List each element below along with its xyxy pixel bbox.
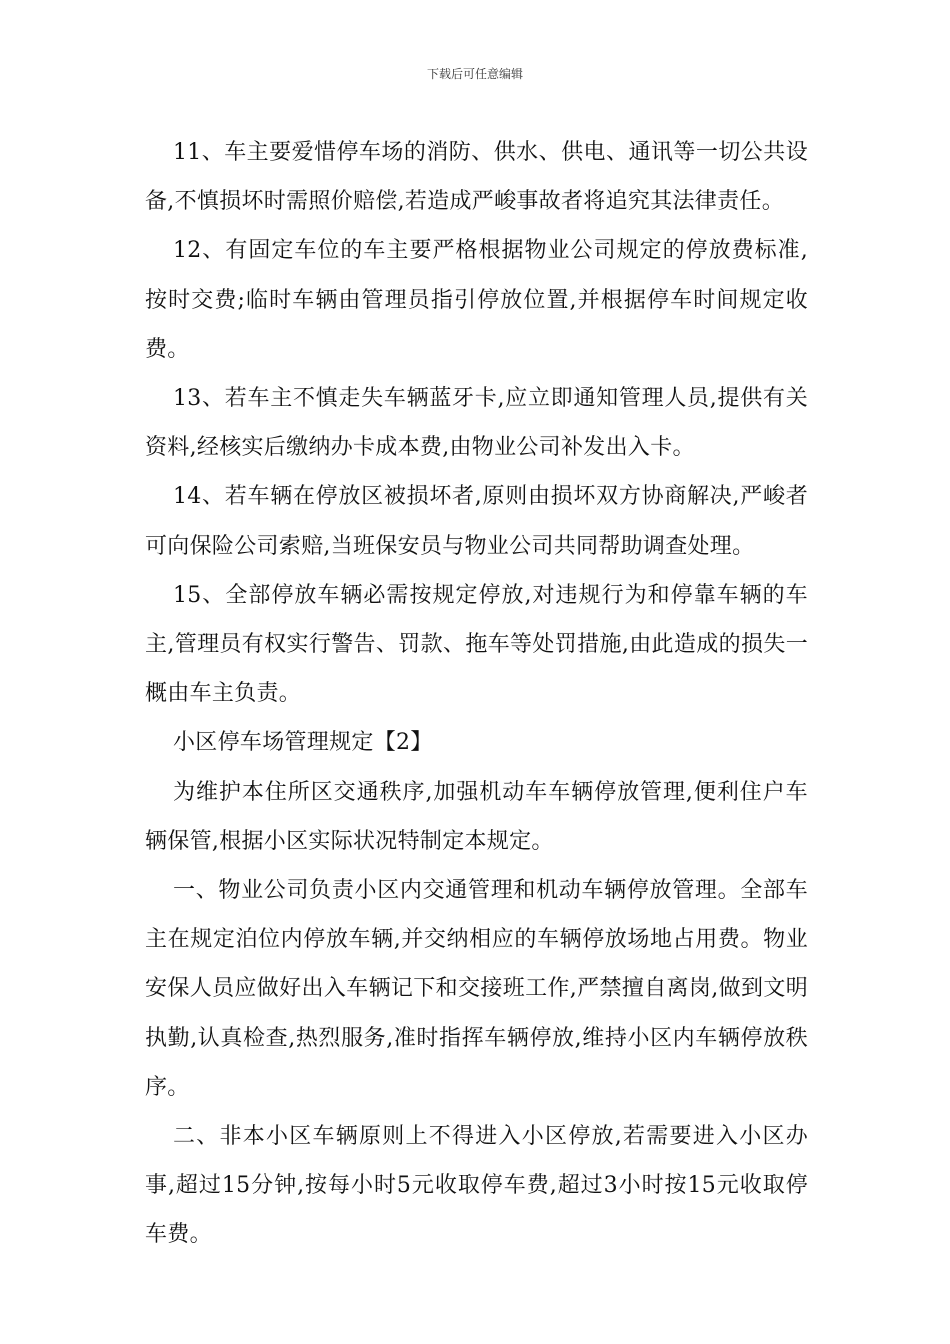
paragraph-rule-12: 12、有固定车位的车主要严格根据物业公司规定的停放费标准,按时交费;临时车辆由管理员指引停放位置,并根据停车时间规定收费。	[145, 238, 808, 362]
paragraph-rule-14: 14、若车辆在停放区被损坏者,原则由损坏双方协商解决,严峻者可向保险公司索赔,当班保安员与物业公司共同帮助调查处理。	[145, 484, 808, 559]
paragraph-article-1: 一、物业公司负责小区内交通管理和机动车辆停放管理。全部车主在规定泊位内停放车辆,并交纳相应的车辆停放场地占用费。物业安保人员应做好出入车辆记下和交接班工作,严禁擅自离岗,做到文明执勤,认真检查,热烈服务,准时指挥车辆停放,维持小区内车辆停放秩序。	[145, 878, 808, 1100]
paragraph-rule-15: 15、全部停放车辆必需按规定停放,对违规行为和停靠车辆的车主,管理员有权实行警告、罚款、拖车等处罚措施,由此造成的损失一概由车主负责。	[145, 582, 808, 707]
paragraph-rule-11: 11、车主要爱惜停车场的消防、供水、供电、通讯等一切公共设备,不慎损坏时需照价赔偿,若造成严峻事故者将追究其法律责任。	[145, 140, 808, 215]
section-title: 小区停车场管理规定【2】	[173, 730, 433, 756]
paragraph-rule-13: 13、若车主不慎走失车辆蓝牙卡,应立即通知管理人员,提供有关资料,经核实后缴纳办卡成本费,由物业公司补发出入卡。	[145, 386, 808, 461]
paragraph-intro: 为维护本住所区交通秩序,加强机动车车辆停放管理,便利住户车辆保管,根据小区实际状况特制定本规定。	[145, 779, 808, 854]
paragraph-article-2: 二、非本小区车辆原则上不得进入小区停放,若需要进入小区办事,超过15分钟,按每小时5元收取停车费,超过3小时按15元收取停车费。	[145, 1124, 808, 1248]
page-header: 下载后可任意编辑	[426, 67, 523, 81]
document-body	[145, 128, 808, 1260]
